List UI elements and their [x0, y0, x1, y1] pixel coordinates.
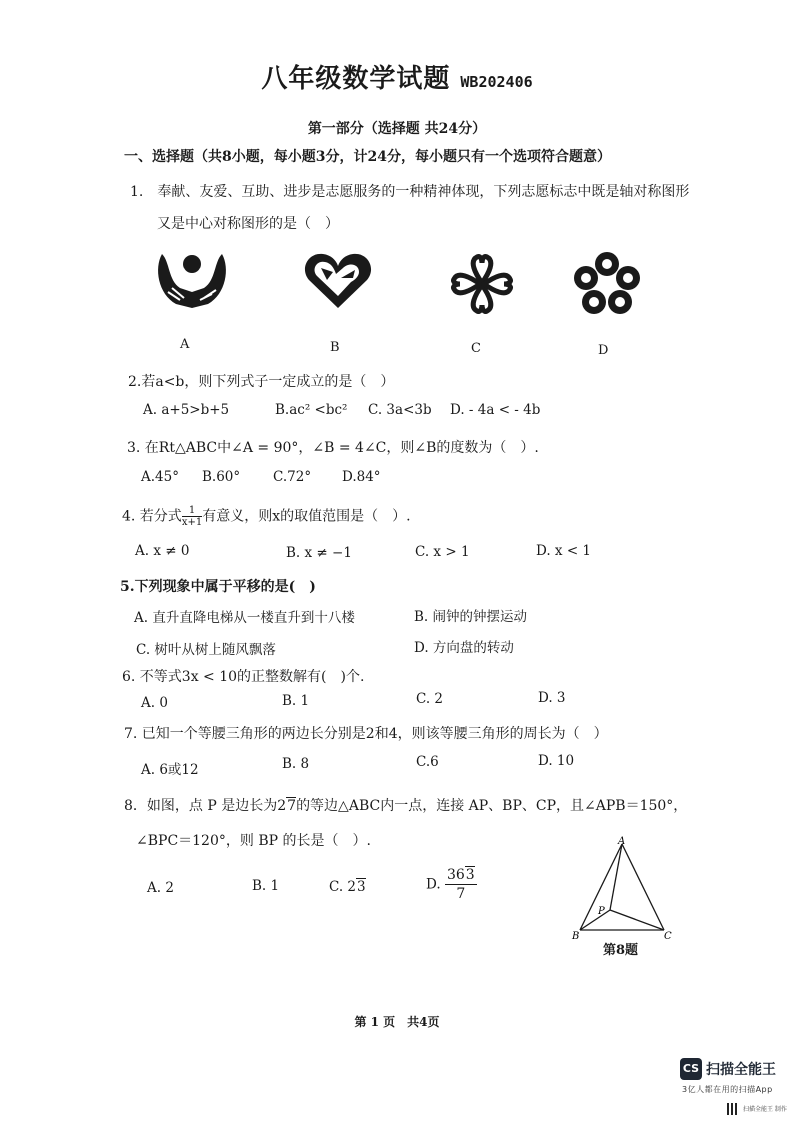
camscanner-logo-icon: CS: [680, 1058, 702, 1080]
qr-caption: 扫描全能王 制作: [743, 1106, 787, 1113]
q4-option-d: D. x < 1: [536, 543, 592, 559]
q4-option-b: B. x ≠ −1: [286, 545, 352, 561]
q1-label-c: C: [471, 341, 481, 356]
volunteer-logo-a-icon: [154, 248, 230, 310]
q5-option-a: A. 直升直降电梯从一楼直升到十八楼: [134, 610, 355, 626]
q8-option-c: C. 23: [329, 879, 366, 895]
section-heading: 一、选择题（共8小题，每小题3分，计24分，每小题只有一个选项符合题意）: [124, 149, 611, 165]
q7-stem: 7. 已知一个等腰三角形的两边长分别是2和4，则该等腰三角形的周长为（ ）: [124, 726, 608, 742]
q8-stem-line1: 8．如图，点 P 是边长为27的等边△ABC内一点，连接 AP、BP、CP，且∠APB＝150°，: [124, 798, 688, 814]
vertex-a-label: A: [618, 836, 626, 847]
q8-option-d-fraction: $\frac{363}{7}$: [446, 867, 475, 902]
q3-option-c: C.72°: [273, 469, 312, 485]
vertex-b-label: B: [572, 931, 580, 942]
volunteer-logo-d-icon: [572, 250, 642, 316]
q1-label-a: A: [180, 337, 190, 352]
camscanner-tagline: 3亿人都在用的扫描App: [682, 1085, 773, 1094]
q1-label-b: B: [330, 340, 340, 355]
exam-code: WB202406: [460, 73, 533, 91]
q7-option-d: D. 10: [538, 753, 575, 769]
q2-option-a: A. a+5>b+5: [143, 402, 230, 418]
q7-option-a: A. 6或12: [141, 762, 199, 778]
page-footer: 第 1 页 共4页: [354, 1015, 440, 1029]
q8-option-a: A. 2: [147, 880, 174, 896]
q5-stem: 5.下列现象中属于平移的是( ): [120, 579, 316, 595]
q3-stem: 3. 在Rt△ABC中∠A = 90°，∠B = 4∠C，则∠B的度数为（ ）.: [127, 440, 539, 456]
q6-option-d: D. 3: [538, 690, 566, 706]
q1-stem-line1: 1. 奉献、友爱、互助、进步是志愿服务的一种精神体现，下列志愿标志中既是轴对称图形: [130, 184, 690, 200]
part-heading: 第一部分（选择题 共24分）: [307, 121, 487, 137]
q8-option-b: B. 1: [252, 878, 280, 894]
q6-option-b: B. 1: [282, 693, 310, 709]
q4-option-a: A. x ≠ 0: [135, 543, 190, 559]
q3-option-d: D.84°: [342, 469, 381, 485]
q5-option-b: B. 闹钟的钟摆运动: [414, 609, 528, 625]
q8-figure-caption: 第8题: [603, 943, 639, 958]
q1-stem-line2: 又是中心对称图形的是（ ）: [157, 216, 339, 232]
q6-option-a: A. 0: [141, 695, 168, 711]
q8-option-d: D. $\frac{363}{7}$: [426, 867, 475, 902]
q2-option-b: B.ac² <bc²: [275, 402, 348, 418]
q4-option-c: C. x > 1: [415, 544, 470, 560]
point-p-label: P: [598, 906, 605, 917]
camscanner-name: 扫描全能王: [706, 1062, 776, 1078]
q8-sqrt7: 7: [287, 798, 297, 814]
q6-stem: 6. 不等式3x < 10的正整数解有( )个.: [122, 669, 365, 685]
qr-code-icon: [727, 1103, 739, 1115]
q5-option-c: C. 树叶从树上随风飘落: [136, 642, 276, 658]
q3-option-b: B.60°: [202, 469, 241, 485]
q2-option-c: C. 3a<3b: [368, 402, 432, 418]
volunteer-logo-c-icon: [447, 251, 517, 317]
volunteer-logo-b-icon: [303, 250, 373, 312]
q2-stem: 2.若a<b，则下列式子一定成立的是（ ）: [128, 374, 395, 390]
q3-option-a: A.45°: [141, 469, 179, 485]
q7-option-b: B. 8: [282, 756, 310, 772]
q1-label-d: D: [598, 343, 609, 358]
q4-fraction: $\frac{1}{x+1}$: [181, 505, 203, 528]
q7-option-c: C.6: [416, 754, 439, 770]
q6-option-c: C. 2: [416, 691, 444, 707]
q4-stem: 4. 若分式 $\frac{1}{x+1}$ 有意义，则x的取值范围是（ ）.: [122, 505, 411, 528]
q5-option-d: D. 方向盘的转动: [414, 640, 514, 656]
q8-stem-line2: ∠BPC＝120°，则 BP 的长是（ ）.: [136, 833, 371, 849]
vertex-c-label: C: [664, 931, 672, 942]
q2-option-d: D. - 4a < - 4b: [450, 402, 541, 418]
exam-title: 八年级数学试题 WB202406: [261, 64, 533, 94]
q8-triangle-figure: [570, 834, 674, 942]
